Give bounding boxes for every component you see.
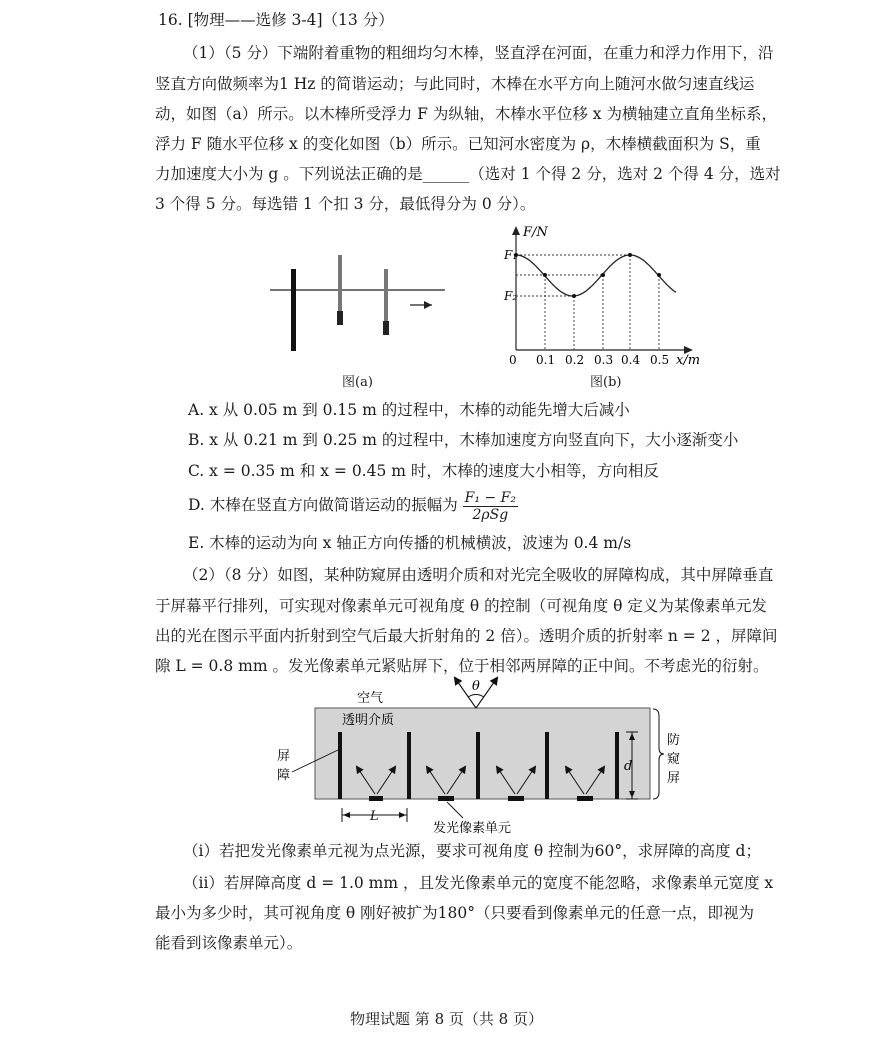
- barrier-label-2: 障: [277, 768, 291, 783]
- screen-label-2: 窥: [667, 752, 681, 767]
- part2-line: 出的光在图示平面内折射到空气后最大折射角的 2 倍）。透明介质的折射率 n = 2 ，屏障间: [155, 627, 778, 645]
- part2-line: 隙 L = 0.8 mm 。发光像素单元紧贴屏下，位于相邻两屏障的正中间。不考虑光的衍射。: [155, 657, 769, 675]
- part2-line: 于屏幕平行排列，可实现对像素单元可视角度 θ 的控制（可视角度 θ 定义为某像素单元发: [155, 597, 767, 615]
- barrier-label-1: 屏: [277, 749, 291, 764]
- part1-line: 浮力 F 随水平位移 x 的变化如图（b）所示。已知河水密度为 ρ，木棒横截面积为 S，重: [155, 135, 761, 153]
- option-d: [188, 485, 518, 525]
- b-tick: 0.3: [594, 353, 614, 367]
- b-tick: 0.1: [536, 353, 556, 367]
- option-a: A. x 从 0.05 m 到 0.15 m 的过程中，木棒的动能先增大后减小: [188, 401, 630, 419]
- d-label: d: [624, 759, 633, 774]
- part1-line: 竖直方向做频率为1 Hz 的简谐运动；与此同时，木棒在水平方向上随河水做匀速直线运: [155, 75, 755, 93]
- question-header: 16. [物理——选修 3-4]（13 分）: [158, 11, 394, 29]
- air-label: 空气: [357, 691, 384, 706]
- b-tick: 0.2: [565, 353, 585, 367]
- b-f1: F₁: [504, 248, 518, 262]
- screen-label-3: 屏: [667, 771, 681, 786]
- option-e: E. 木棒的运动为向 x 轴正方向传播的机械横波，波速为 0.4 m/s: [188, 534, 632, 552]
- theta-label: θ: [472, 679, 480, 694]
- question-ii-cont: 最小为多少时，其可视角度 θ 刚好被扩为180°（只要看到像素单元的任意一点，即视为: [155, 904, 755, 922]
- b-ylabel: F/N: [523, 225, 548, 240]
- b-tick: 0.5: [650, 353, 670, 367]
- page-footer: 物理试题 第 8 页（共 8 页）: [350, 1010, 543, 1028]
- L-label: L: [370, 809, 379, 824]
- fraction-denominator: 2ρSg: [472, 506, 509, 523]
- pixel-label: 发光像素单元: [433, 821, 512, 836]
- figure-a: [270, 255, 450, 355]
- question-i: （i）若把发光像素单元视为点光源，要求可视角度 θ 控制为60°，求屏障的高度 d；: [183, 842, 761, 860]
- privacy-screen-figure: [275, 672, 715, 837]
- medium-label: 透明介质: [342, 713, 395, 728]
- fraction-numerator: F₁ − F₂: [464, 489, 516, 506]
- part1-line: （1）（5 分）下端附着重物的粗细均匀木棒，竖直浮在河面，在重力和浮力作用下，沿: [183, 44, 774, 62]
- amplitude-fraction: [463, 490, 518, 523]
- option-b: B. x 从 0.21 m 到 0.25 m 的过程中，木棒加速度方向竖直向下，大小逐渐变小: [188, 431, 739, 449]
- b-tick: 0.4: [621, 353, 641, 367]
- b-f2: F₂: [504, 289, 518, 303]
- b-xlabel: x/m: [676, 353, 701, 367]
- part1-line: 3 个得 5 分。每选错 1 个扣 3 分，最低得分为 0 分）。: [155, 195, 536, 213]
- option-d-text: D. 木棒在竖直方向做简谐运动的振幅为: [188, 496, 458, 514]
- part1-line: 力加速度大小为 g 。下列说法正确的是______（选对 1 个得 2 分，选对 2 个得 4 分，选对: [155, 165, 781, 183]
- part2-line: （2）（8 分）如图，某种防窥屏由透明介质和对光完全吸收的屏障构成，其中屏障垂直: [183, 566, 774, 584]
- figure-b: [495, 222, 705, 367]
- option-c: C. x = 0.35 m 和 x = 0.45 m 时，木棒的速度大小相等，方向相反: [188, 462, 659, 480]
- figure-b-caption: 图(b): [590, 375, 622, 390]
- question-ii: （ii）若屏障高度 d = 1.0 mm ，且发光像素单元的宽度不能忽略，求像素单元宽度 x: [183, 874, 774, 892]
- screen-label-1: 防: [667, 733, 681, 748]
- question-ii-cont: 能看到该像素单元）。: [155, 934, 303, 952]
- figure-a-caption: 图(a): [342, 375, 373, 390]
- part1-line: 动，如图（a）所示。以木棒所受浮力 F 为纵轴，木棒水平位移 x 为横轴建立直角坐标系，: [155, 105, 777, 123]
- b-origin: 0: [509, 353, 517, 367]
